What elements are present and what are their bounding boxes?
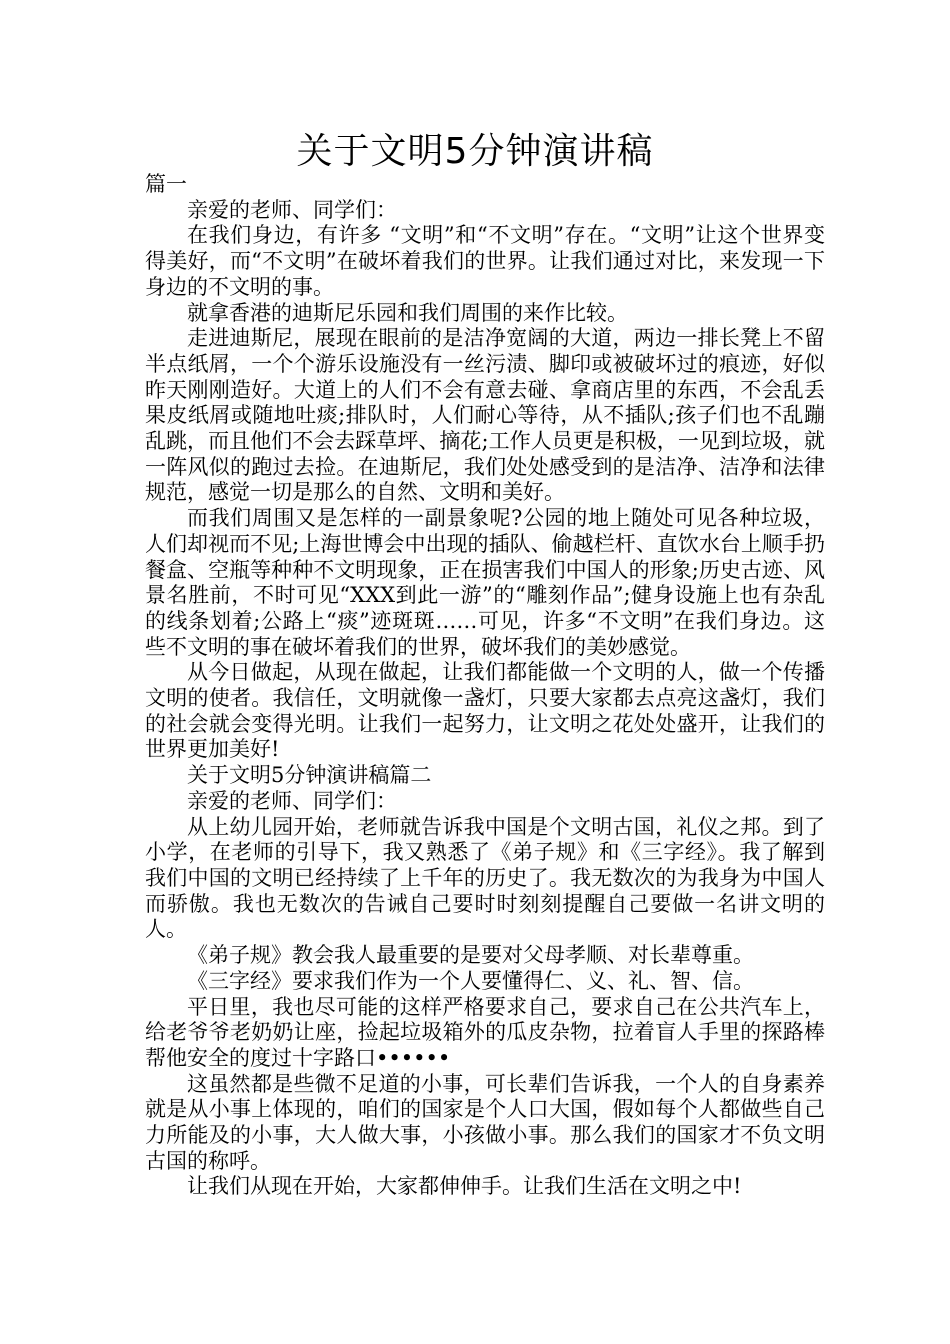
paragraph: 亲爱的老师、同学们：: [187, 197, 397, 222]
paragraph: 从上幼儿园开始，老师就告诉我中国是个文明古国，礼仪之邦。到了小学，在老师的引导下，我又熟悉了《弟子规》和《三字经》。我了解到我们中国的文明已经持续了上千年的历史了。我无数次的为我身为中国人而骄傲。我也无数次的告诫自己要时时刻刻提醒自己要做一名讲文明的人。: [145, 814, 825, 942]
paragraph: 从今日做起，从现在做起，让我们都能做一个文明的人，做一个传播文明的使者。我信任，文明就像一盏灯，只要大家都去点亮这盏灯，我们的社会就会变得光明。让我们一起努力，让文明之花处处盛开，让我们的世界更加美好!: [145, 660, 825, 762]
paragraph: 关于文明5分钟演讲稿篇二: [187, 763, 432, 788]
paragraph: 走进迪斯尼，展现在眼前的是洁净宽阔的大道，两边一排长凳上不留半点纸屑，一个个游乐设施没有一丝污渍、脚印或被破坏过的痕迹，好似昨天刚刚造好。大道上的人们不会有意去碰、拿商店里的东西，不会乱丢果皮纸屑或随地吐痰;排队时，人们耐心等待，从不插队;孩子们也不乱蹦乱跳，而且他们不会去踩草坪、摘花;工作人员更是积极，一见到垃圾，就一阵风似的跑过去捡。在迪斯尼，我们处处感受到的是洁净、洁净和法律规范，感觉一切是那么的自然、文明和美好。: [145, 326, 825, 505]
document-title: 关于文明5分钟演讲稿: [296, 131, 654, 172]
paragraph: 在我们身边，有许多 “文明”和“不文明”存在。“文明”让这个世界变得美好，而“不文明”在破坏着我们的世界。让我们通过对比，来发现一下身边的不文明的事。: [145, 223, 825, 299]
paragraph: 这虽然都是些微不足道的小事，可长辈们告诉我，一个人的自身素养就是从小事上体现的，咱们的国家是个人口大国，假如每个人都做些自己力所能及的小事，大人做大事，小孩做小事。那么我们的国家才不负文明古国的称呼。: [145, 1071, 825, 1173]
paragraph: 亲爱的老师、同学们：: [187, 788, 397, 813]
document-body: [145, 172, 825, 1200]
paragraph: 《弟子规》教会我人最重要的是要对父母孝顺、对长辈尊重。: [187, 943, 754, 968]
paragraph: 篇一: [145, 172, 187, 196]
paragraph: 而我们周围又是怎样的一副景象呢?公园的地上随处可见各种垃圾，人们却视而不见;上海世博会中出现的插队、偷越栏杆、直饮水台上顺手扔餐盒、空瓶等种种不文明现象，正在损害我们中国人的形象;历史古迹、风景名胜前，不时可见“XXX到此一游”的“雕刻作品”;健身设施上也有杂乱的线条划着;公路上“痰”迹斑斑……可见，许多“不文明”在我们身边。这些不文明的事在破坏着我们的世界，破坏我们的美妙感觉。: [145, 506, 825, 659]
paragraph: 就拿香港的迪斯尼乐园和我们周围的来作比较。: [187, 300, 628, 325]
paragraph: 《三字经》要求我们作为一个人要懂得仁、义、礼、智、信。: [187, 968, 754, 993]
paragraph: 让我们从现在开始，大家都伸伸手。让我们生活在文明之中!: [187, 1174, 742, 1199]
paragraph: 平日里，我也尽可能的这样严格要求自己，要求自己在公共汽车上，给老爷爷老奶奶让座，捡起垃圾箱外的瓜皮杂物，拉着盲人手里的探路棒帮他安全的度过十字路口••••••: [145, 994, 825, 1070]
